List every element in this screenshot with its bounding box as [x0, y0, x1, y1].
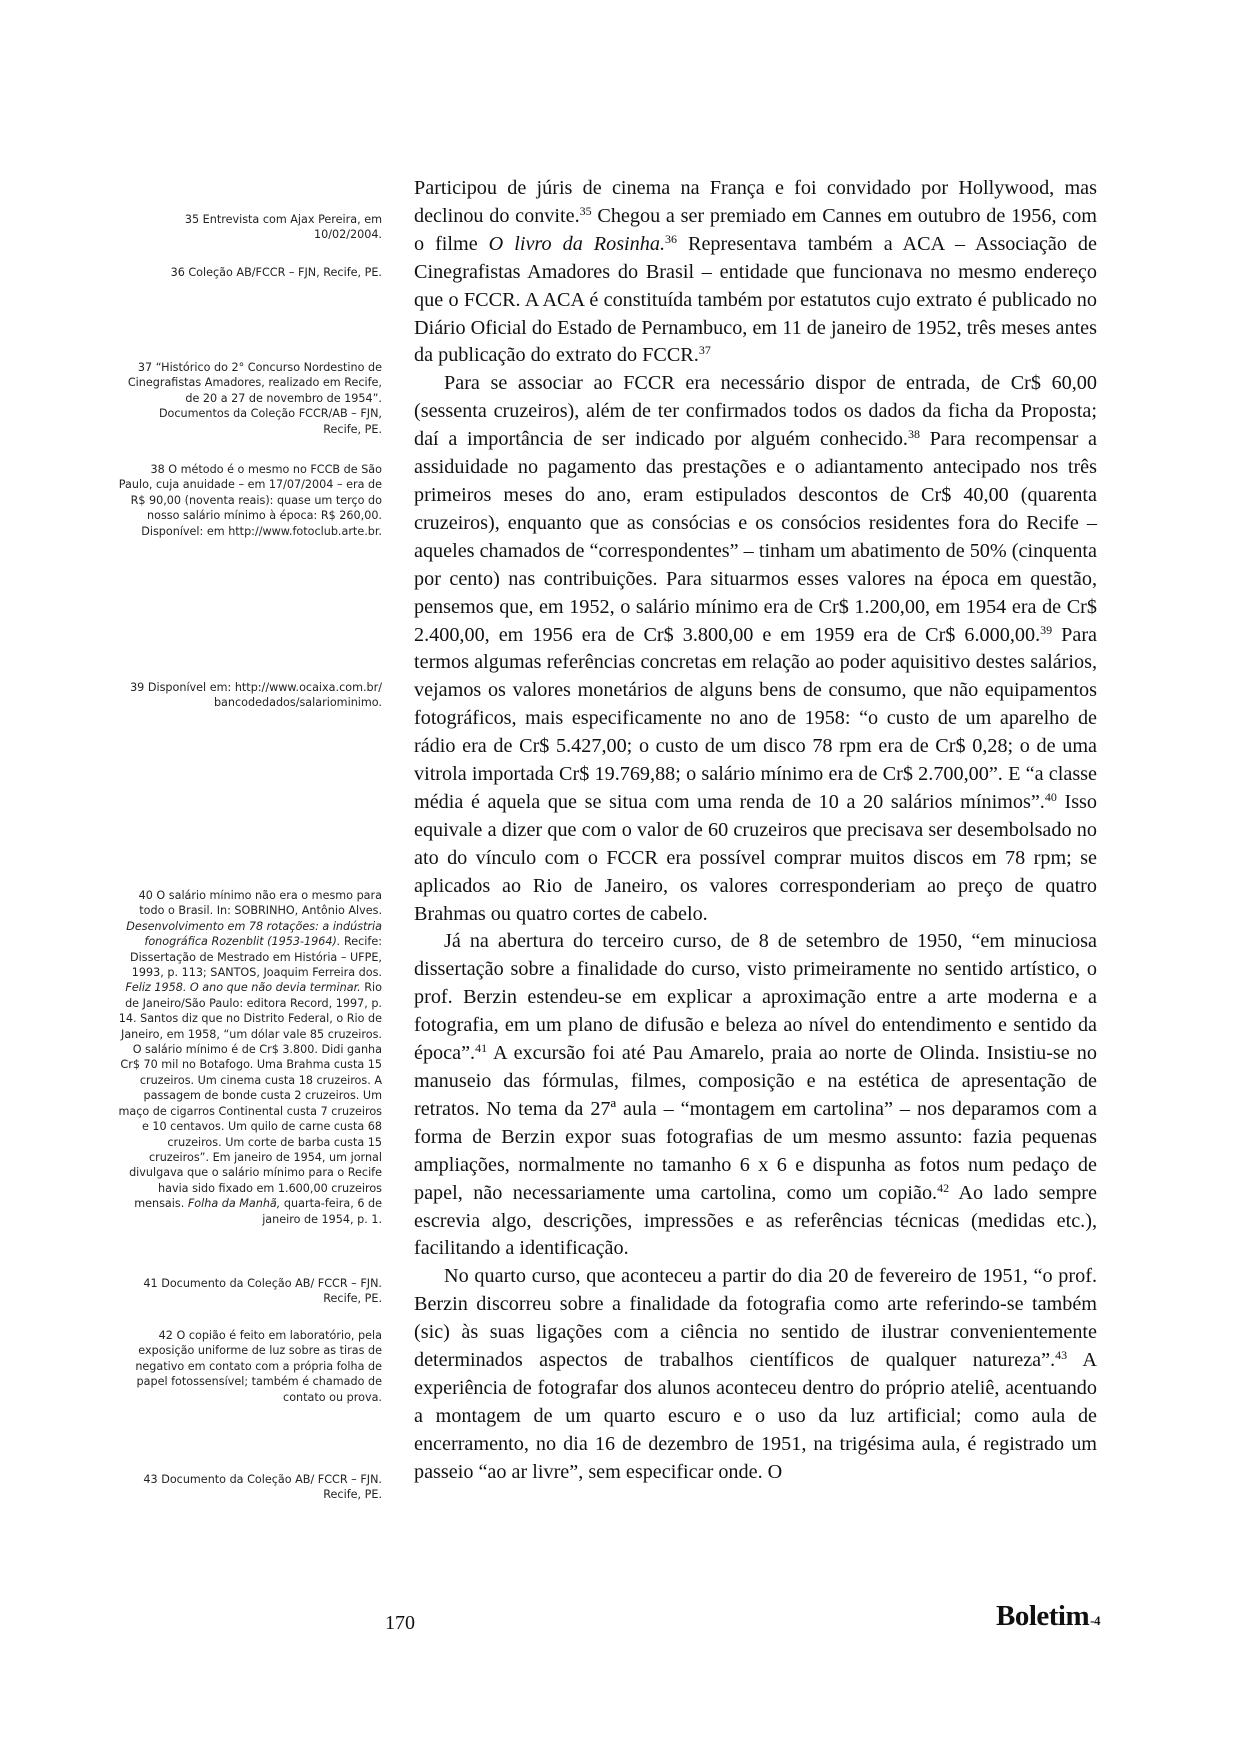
footnote-ref-36: 36 [665, 231, 677, 246]
footnote-42: 42 O copião é feito em laboratório, pela exposição uniforme de luz sobre as tiras de negativo em contato com a própria folha de papel fotossensível; também é chamado de contato ou prova. [135, 1329, 382, 1404]
sidenotes-column [118, 212, 382, 1512]
footnote-41: 41 Documento da Coleção AB/ FCCR – FJN. Recife, PE. [143, 1277, 382, 1306]
page-number: 170 [385, 1612, 415, 1634]
paragraph-4: No quarto curso, que aconteceu a partir do dia 20 de fevereiro de 1951, “o prof. Berzin discorreu sobre a finalidade da fotografia como arte referindo-se também (sic) às suas ligações com a ciência no sentido de ilustrar convenientemente determinados aspectos de trabalhos científicos de qualquer natureza”.$^{43}$ A experiência de fotografar dos alunos aconteceu dentro do próprio ateliê, acentuando a montagem de um quarto escuro e o uso da luz artificial; como aula de encerramento, no dia 16 de dezembro de 1951, na trigésima aula, é registrado um passeio “ao ar livre”, sem especificar onde. O [414, 1265, 1098, 1483]
paragraph-1: Participou de júris de cinema na França e foi convidado por Hollywood, mas declinou do convite.$^{35}$ Chegou a ser premiado em Cannes em outubro de 1956, com o filme O livro da Rosinha.$^{36}$ Representava também a ACA – Associação de Cinegrafistas Amadores do Brasil – entidade que funcionava no mesmo endereço que o FCCR. A ACA é constituída também por estatutos cujo extrato é publicado no Diário Oficial do Estado de Pernambuco, em 11 de janeiro de 1952, três meses antes da publicação do extrato do FCCR.$^{37}$ [414, 177, 1098, 367]
paragraph-3: Já na abertura do terceiro curso, de 8 de setembro de 1950, “em minuciosa dissertação sobre a finalidade do curso, visto primeiramente no sentido artístico, o prof. Berzin estendeu-se em explicar a aproximação entre a arte moderna e a fotografia, em um plano de difusão e beleza ao nível do entendimento e sentido da época”.$^{41}$ A excursão foi até Pau Amarelo, praia ao norte de Olinda. Insistiu-se no manuseio das fórmulas, filmes, composição e na estética de apresentação de retratos. No tema da 27ª aula – “montagem em cartolina” – nos deparamos com a forma de Berzin expor suas fotografias de um mesmo assunto: fazia pequenas ampliações, normalmente no tamanho 6 x 6 e dispunha as fotos num pedaço de papel, não necessariamente uma cartolina, como um copião.$^{42}$ Ao lado sempre escrevia algo, descrições, impressões e as referências técnicas (medidas etc.), facilitando a identificação. [414, 930, 1097, 1260]
footnote-ref-37: 37 [698, 343, 711, 358]
footnote-40: 40 O salário mínimo não era o mesmo para todo o Brasil. In: SOBRINHO, Antônio Alves. Desenvolvimento em 78 rotações: a indústria fonográfica Rozenblit (1953-1964). Recife: Dissertação de Mestrado em História – UFPE, 1993, p. 113; SANTOS, Joaquim Ferreira dos. Feliz 1958. O ano que não devia terminar. Rio de Janeiro/São Paulo: editora Record, 1997, p. 14. Santos diz que no Distrito Federal, o Rio de Janeiro, em 1958, “um dólar vale 85 cruzeiros. O salário mínimo é de Cr$ 3.800. Didi ganha Cr$ 70 mil no Botafogo. Uma Brahma custa 15 cruzeiros. Um cinema custa 18 cruzeiros. A passagem de bonde custa 2 cruzeiros. Um maço de cigarros Continental custa 7 cruzeiros e 10 centavos. Um quilo de carne custa 68 cruzeiros. Um corte de barba custa 15 cruzeiros”. Em janeiro de 1954, um jornal divulgava que o salário mínimo para o Recife havia sido fixado em 1.600,00 cruzeiros mensais. Folha da Manhã, quarta-feira, 6 de janeiro de 1954, p. 1. [118, 889, 382, 1226]
footnote-39: 39 Disponível em: http://www.ocaixa.com.br/ bancodedados/salariominimo. [130, 681, 382, 710]
footnote-37: 37 “Histórico do 2° Concurso Nordestino de Cinegrafistas Amadores, realizado em Recife, de 20 a 27 de novembro de 1954”. Documentos da Coleção FCCR/AB – FJN, Recife, PE. [127, 361, 382, 436]
footnote-ref-35: 35 [579, 203, 592, 218]
footnote-38: 38 O método é o mesmo no FCCB de São Paulo, cuja anuidade – em 17/07/2004 – era de R$ 90,00 (noventa reais): quase um terço do nosso salário mínimo à época: R$ 260,00. Disponível: em http://www.fotoclub.arte.br. [118, 463, 382, 538]
footnote-43: 43 Documento da Coleção AB/ FCCR – FJN. Recife, PE. [143, 1473, 382, 1502]
footnote-ref-41: 41 [475, 1041, 488, 1056]
footnote-36: 36 Coleção AB/FCCR – FJN, Recife, PE. [170, 266, 382, 279]
film-title: O livro da Rosinha. [488, 232, 665, 255]
footnote-35: 35 Entrevista com Ajax Pereira, em 10/02/2004. [184, 213, 382, 242]
main-text-column [414, 175, 1097, 1487]
boletim-logo: Boletim-4 [996, 1600, 1100, 1632]
footnote-ref-42: 42 [937, 1180, 950, 1195]
paragraph-2: Para se associar ao FCCR era necessário dispor de entrada, de Cr$ 60,00 (sessenta cruzeiros), além de ter confirmados todos os dados da ficha da Proposta; daí a importância de ser indicado por alguém conhecido.$^{38}$ Para recompensar a assiduidade no pagamento das prestações e o adiantamento antecipado nos três primeiros meses do ano, eram estipulados descontos de Cr$ 40,00 (quarenta cruzeiros), enquanto que as consócias e os consócios residentes fora do Recife – aqueles chamados de “correspondentes” – tinham um abatimento de 50% (cinquenta por cento) nas contribuições. Para situarmos esses valores na época em questão, pensemos que, em 1952, o salário mínimo era de Cr$ 1.200,00, em 1954 era de Cr$ 2.400,00, em 1956 era de Cr$ 3.800,00 e em 1959 era de Cr$ 6.000,00.39 Para termos algumas referências concretas em relação ao poder aquisitivo destes salários, vejamos os valores monetários de alguns bens de consumo, que não equipamentos fotográficos, mais especificamente no ano de 1958: “o custo de um aparelho de rádio era de Cr$ 5.427,00; o custo de um disco 78 rpm era de Cr$ 0,28; o de uma vitrola importada Cr$ 19.769,88; o salário mínimo era de Cr$ 2.700,00”. E “a classe média é aquela que se situa com uma renda de 10 a 20 salários mínimos”.$^{40}$ Isso equivale a dizer que com o valor de 60 cruzeiros que precisava ser desembolsado no ato do vínculo com o FCCR era possível comprar muitos discos em 78 rpm; se aplicados ao Rio de Janeiro, os valores corresponderiam ao preço de quatro Brahmas ou quatro cortes de cabelo. [414, 372, 1097, 925]
footnote-ref-43: 43 [1055, 1348, 1068, 1363]
footnote-ref-40: 40 [1044, 789, 1057, 804]
footnote-ref-39: 39 [1040, 622, 1053, 637]
footnote-ref-38: 38 [907, 427, 920, 442]
